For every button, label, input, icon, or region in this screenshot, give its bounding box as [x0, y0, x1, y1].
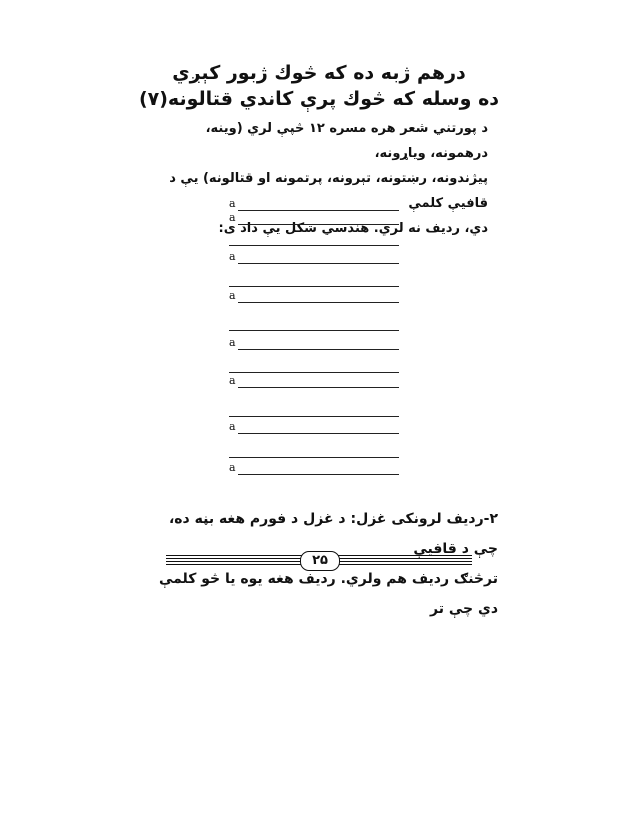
scheme-line — [229, 289, 399, 305]
scheme-line — [229, 374, 399, 390]
scheme-line — [229, 359, 399, 375]
scheme-marker: a — [229, 461, 236, 474]
scheme-marker: a — [229, 420, 236, 433]
scheme-line — [229, 273, 399, 289]
scheme-line — [229, 211, 399, 227]
scheme-marker: a — [229, 211, 236, 224]
scheme-line — [229, 317, 399, 333]
scheme-line — [229, 444, 399, 460]
underline — [238, 474, 399, 475]
underline — [229, 330, 399, 331]
instruction-line-3: دي، رديف نه لري. هندسي شكل يې داد ى: — [218, 221, 488, 236]
underline — [238, 224, 399, 225]
underline — [238, 349, 399, 350]
underline — [229, 286, 399, 287]
page-number: ۲۵ — [300, 551, 340, 571]
underline — [238, 263, 399, 264]
underline — [238, 433, 399, 434]
scheme-line — [229, 250, 399, 266]
page-footer — [166, 551, 472, 571]
underline — [229, 416, 399, 417]
scheme-line — [229, 403, 399, 419]
instruction-line-1: د پورتني شعر هره مسره ۱۲ څپې لري (وينه، درهمونه، وياړونه، — [205, 121, 488, 161]
underline — [238, 387, 399, 388]
scheme-marker: a — [229, 250, 236, 263]
section-2-line-1: ۲-رديف لرونكى غزل: د غزل د فورم هغه بڼه ده، چې د قافيې — [168, 511, 498, 557]
scheme-marker: a — [229, 197, 236, 210]
underline — [229, 372, 399, 373]
scheme-marker: a — [229, 374, 236, 387]
scheme-line — [229, 420, 399, 436]
scheme-line — [229, 461, 399, 477]
underline — [229, 245, 399, 246]
underline — [229, 457, 399, 458]
underline — [238, 302, 399, 303]
scheme-marker: a — [229, 336, 236, 349]
scheme-line — [229, 336, 399, 352]
scheme-marker: a — [229, 289, 236, 302]
scheme-line — [229, 232, 399, 248]
poem-line-1: درهم ژبه ده كه څوك ژبور كېږي — [172, 62, 466, 84]
poem-line-2: ده وسله كه څوك پرې كاندي قتالونه(۷) — [138, 88, 500, 110]
section-2-line-2: ترڅنګ رديف هم ولري. رديف هغه يوه يا څو كلمې دي چې تر — [158, 571, 498, 617]
instruction-line-2: پيژندونه، رښتونه، تېرونه، پرتمونه او قتالونه) يې د قافيې كلمې — [169, 171, 488, 211]
